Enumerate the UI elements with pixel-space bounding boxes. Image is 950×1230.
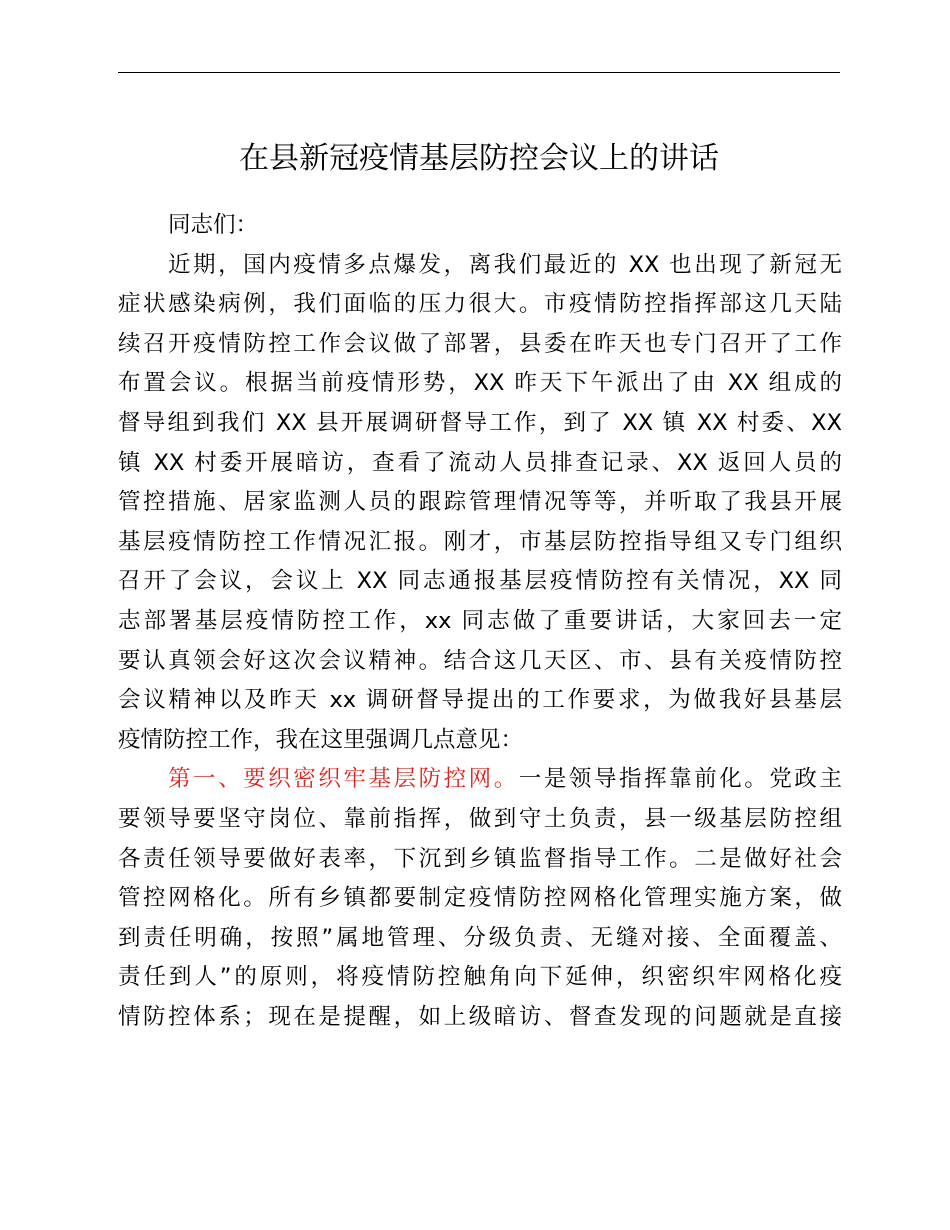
paragraph-line: 督导组到我们 XX 县开展调研督导工作，到了 XX 镇 XX 村委、XX	[118, 409, 842, 436]
salutation: 同志们：	[168, 212, 259, 238]
paragraph-line: 志部署基层疫情防控工作，xx 同志做了重要讲话，大家回去一定	[118, 607, 842, 634]
paragraph-line: 管控措施、居家监测人员的跟踪管理情况等等，并听取了我县开展	[118, 489, 842, 516]
section-1-heading: 第一、要织密织牢基层防控网。	[168, 766, 519, 793]
paragraph-line: 情防控体系；现在是提醒，如上级暗访、督查发现的问题就是直接	[118, 1003, 842, 1030]
paragraph-line: 召开了会议，会议上 XX 同志通报基层疫情防控有关情况，XX 同	[118, 568, 842, 595]
paragraph-line: 近期，国内疫情多点爆发，离我们最近的 XX 也出现了新冠无	[168, 251, 842, 278]
paragraph-line: 到责任明确，按照”属地管理、分级负责、无缝对接、全面覆盖、	[118, 924, 842, 951]
paragraph-line: 基层疫情防控工作情况汇报。刚才，市基层防控指导组又专门组织	[118, 528, 842, 555]
document-body	[118, 206, 842, 1037]
paragraph-line: 各责任领导要做好表率，下沉到乡镇监督指导工作。二是做好社会	[118, 845, 842, 872]
document-title: 在县新冠疫情基层防控会议上的讲话	[239, 141, 719, 176]
header-rule	[118, 72, 840, 73]
paragraph-line: 会议精神以及昨天 xx 调研督导提出的工作要求，为做我好县基层	[118, 687, 842, 714]
paragraph-line: 镇 XX 村委开展暗访，查看了流动人员排查记录、XX 返回人员的	[118, 449, 842, 476]
paragraph-line: 布置会议。根据当前疫情形势，XX 昨天下午派出了由 XX 组成的	[118, 370, 842, 397]
section-1	[118, 760, 842, 1037]
paragraph-line: 疫情防控工作，我在这里强调几点意见：	[118, 726, 524, 753]
paragraph-line: 续召开疫情防控工作会议做了部署，县委在昨天也专门召开了工作	[118, 330, 842, 357]
paragraph-1	[118, 246, 842, 761]
paragraph-line: 要认真领会好这次会议精神。结合这几天区、市、县有关疫情防控	[118, 647, 842, 674]
paragraph-line: 症状感染病例，我们面临的压力很大。市疫情防控指挥部这几天陆	[118, 291, 842, 318]
section-1-first-line-text: 一是领导指挥靠前化。党政主	[518, 766, 842, 793]
section-1-first-line	[118, 760, 842, 800]
paragraph-line: 责任到人”的原则，将疫情防控触角向下延伸，织密织牢网格化疫	[118, 964, 842, 991]
paragraph-line: 要领导要坚守岗位、靠前指挥，做到守土负责，县一级基层防控组	[118, 805, 842, 832]
paragraph-line: 管控网格化。所有乡镇都要制定疫情防控网格化管理实施方案，做	[118, 885, 842, 912]
